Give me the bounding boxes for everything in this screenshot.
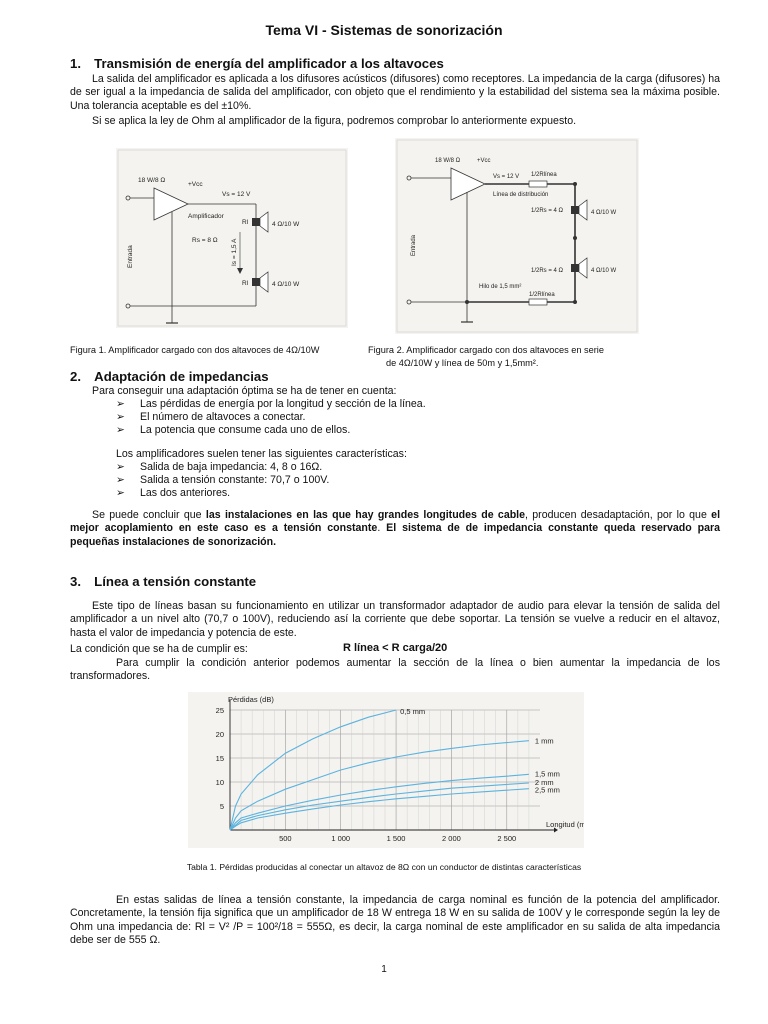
x-tick-label: 2 500 — [497, 834, 517, 843]
fig1-entrada: Entrada — [127, 245, 134, 268]
series-label: 2 mm — [534, 777, 554, 787]
fig2-amp-label: 18 W/8 Ω — [435, 158, 461, 164]
section-1-paragraph-2: Si se aplica la ley de Ohm al amplificador de la figura, podremos comprobar lo anteriormente expuesto. — [92, 115, 577, 127]
section-3-heading: 3. Línea a tensión constante — [70, 574, 257, 589]
y-axis-label: Pérdidas (dB) — [228, 695, 274, 704]
x-tick-label: 500 — [279, 834, 292, 843]
y-tick-label: 5 — [219, 802, 224, 811]
fig2-vcc: +Vcc — [477, 158, 491, 164]
figure-2-caption-line-1: Figura 2. Amplificador cargado con dos altavoces en serie — [368, 345, 604, 355]
y-tick-label: 10 — [215, 778, 224, 787]
fig2-linea: Línea de distribución — [493, 192, 549, 198]
series-line — [230, 774, 529, 830]
series-label: 2,5 mm — [534, 785, 560, 795]
fig1-spk1: 4 Ω/10 W — [272, 221, 300, 228]
list-item: ➢ Las dos anteriores. — [116, 487, 231, 499]
table-1-caption: Tabla 1. Pérdidas producidas al conectar un altavoz de 8Ω con un conductor de distintas características — [186, 862, 582, 872]
figure-2 — [395, 138, 639, 334]
page-title: Tema VI - Sistemas de sonorización — [265, 22, 503, 38]
fig2-hilo: Hilo de 1,5 mm² — [479, 284, 522, 290]
list-item: ➢ Las pérdidas de energía por la longitud y sección de la línea. — [116, 398, 426, 410]
fig2-r2: 1/2Rs = 4 Ω — [531, 268, 564, 274]
x-tick-label: 1 500 — [386, 834, 406, 843]
fig2-rlinea-top: 1/2Rlínea — [531, 172, 557, 178]
series-line — [230, 741, 529, 830]
list-item: ➢ La potencia que consume cada uno de ellos. — [116, 424, 351, 436]
series-label: 1,5 mm — [534, 769, 560, 779]
fig1-amp-label: 18 W/8 Ω — [138, 177, 166, 184]
list-item: ➢ Salida de baja impedancia: 4, 8 o 16Ω. — [116, 461, 323, 473]
list-item: ➢ Salida a tensión constante: 70,7 o 100V. — [116, 474, 330, 486]
series-label: 0,5 mm — [400, 707, 426, 716]
fig1-spk2: 4 Ω/10 W — [272, 281, 300, 288]
section-2-conclusion: Se puede concluir que las instalaciones en las que hay grandes longitudes de cable, producen desadaptación, por lo que el mejor acoplamiento en este caso es a tensión constante. El sistema de de impedancia constante queda reservado para pequeñas instalaciones de sonorización. — [70, 509, 721, 548]
figure-1 — [116, 148, 348, 328]
fig2-spk2: 4 Ω/10 W — [591, 268, 617, 274]
page-number: 1 — [381, 964, 387, 975]
series-line — [230, 783, 529, 830]
x-tick-label: 2 000 — [442, 834, 461, 843]
condition-label: La condición que se ha de cumplir es: — [70, 643, 248, 655]
y-tick-label: 15 — [215, 754, 224, 763]
section-2-intro: Para conseguir una adaptación óptima se ha de tener en cuenta: — [92, 385, 397, 397]
series-line — [230, 710, 396, 830]
fig1-vs: Vs = 12 V — [222, 191, 251, 198]
fig2-r1: 1/2Rs = 4 Ω — [531, 208, 564, 214]
section-1-heading: 1. Transmisión de energía del amplificador a los altavoces — [70, 56, 444, 71]
section-2-list-2 — [116, 461, 716, 500]
fig2-vs: Vs = 12 V — [493, 174, 520, 180]
fig1-amplificador: Amplificador — [188, 213, 224, 220]
fig1-vcc: +Vcc — [188, 181, 203, 188]
condition-formula: R línea < R carga/20 — [343, 642, 448, 654]
section-3-paragraph-2: Para cumplir la condición anterior podemos aumentar la sección de la línea o bien aumentar la impedancia de los transformadores. — [70, 657, 720, 683]
list-item: ➢ El número de altavoces a conectar. — [116, 411, 306, 423]
losses-chart — [188, 692, 584, 848]
fig1-rl-2: Rl — [242, 280, 249, 287]
series-label: 1 mm — [534, 736, 554, 746]
figure-1-caption: Figura 1. Amplificador cargado con dos altavoces de 4Ω/10W — [70, 345, 320, 355]
section-3-paragraph-1: Este tipo de líneas basan su funcionamiento en utilizar un transformador adaptador de audio para elevar la tensión de salida del amplificador a un nivel alto (70,7 o 100V), reduciendo así la corriente que debe soportar. La tensión se vuelve a reducir en el altavoz, hasta el valor de impedancia y potencia de este. — [70, 600, 720, 639]
losses-chart-svg — [188, 692, 584, 848]
fig1-rl-1: Rl — [242, 219, 249, 226]
x-axis-label: Longitud (m) — [546, 820, 584, 829]
figure-2-caption-line-2: de 4Ω/10W y línea de 50m y 1,5mm². — [386, 358, 539, 368]
fig2-rlinea-bottom: 1/2Rlínea — [529, 292, 555, 298]
section-2-heading: 2. Adaptación de impedancias — [70, 369, 269, 384]
y-tick-label: 20 — [215, 730, 224, 739]
series-line — [230, 789, 529, 830]
fig1-is: Is = 1,5 A — [231, 238, 238, 266]
section-2-intro-2: Los amplificadores suelen tener las siguientes características: — [116, 448, 407, 460]
section-1-paragraph-1: La salida del amplificador es aplicada a los difusores acústicos (difusores) como receptores. La impedancia de la carga (difusores) ha de ser igual a la impedancia de salida del amplificador, con objeto que el rendimiento y la estabilidad del sistema sea la máxima posible. Una tolerancia aceptable es del ±10%. — [70, 73, 720, 112]
fig2-entrada: Entrada — [411, 234, 417, 256]
fig1-rs: Rs = 8 Ω — [192, 237, 218, 244]
y-tick-label: 25 — [215, 706, 224, 715]
fig2-spk1: 4 Ω/10 W — [591, 210, 617, 216]
section-3-paragraph-3: En estas salidas de línea a tensión constante, la impedancia de carga nominal es función de la potencia del amplificador. Concretamente, la tensión fija significa que un amplificador de 18 W entrega 18 W en su salida de 100V y le corresponde según la ley de Ohm una impedancia de: Rl = V² /P = 100²/18 = 555Ω, es decir, la carga nominal de este amplificador en su salida de alta impedancia debe ser de 555 Ω. — [70, 894, 720, 947]
section-2-list-1 — [116, 398, 716, 437]
x-tick-label: 1 000 — [331, 834, 351, 843]
